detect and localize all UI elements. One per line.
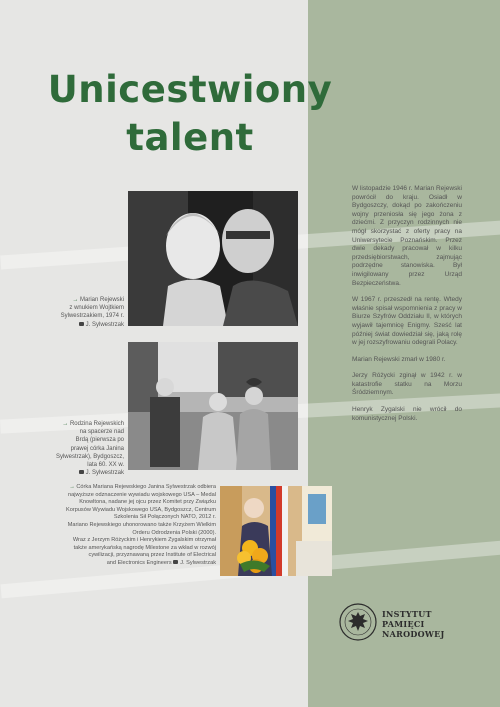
page-title: Unicestwiony talent xyxy=(47,68,333,159)
camera-icon xyxy=(79,322,84,326)
photo-caption-1: → Marian Rejewski z wnukiem Wojtkiem Sylwestrzakiem, 1974 r. J. Sylwestrzak xyxy=(60,297,124,328)
body-text xyxy=(352,185,462,431)
paragraph: Jerzy Różycki zginął w 1942 r. w katastrofie statku na Morzu Śródziemnym. xyxy=(352,372,462,397)
paragraph: Henryk Zygalski nie wrócił do komunistycznej Polski. xyxy=(352,406,462,422)
camera-icon xyxy=(79,470,84,474)
photo-caption-2: → Rodzina Rejewskich na spacerze nad Brdą (pierwsza po prawej córka Janina Sylwestrzak), Bydgoszcz, lata 60. XX w. J. Sylwestrzak xyxy=(55,421,124,477)
ipn-logo-text: INSTYTUT PAMIĘCI NARODOWEJ xyxy=(382,609,445,639)
photo-caption-3: → Córka Mariana Rejewskiego Janina Sylwestrzak odbiera najwyższe odznaczenie wywiadu wojskowego USA – Medal Knowltona, nadane jej ojcu przez Komitet przy Związku Korpusów Wywiadu Wojskowego USA, Bydgoszcz, Centrum Szkolenia Sił Połączonych NATO, 2012 r. Mariano Rejewskiego uhonorowano także Krzyżem Wielkim Orderu Odrodzenia Polski (2000). Wraz z Jerzym Różyckim i Henrykiem Zygalskim otrzymał także amerykańską nagrodę Milestone za wkład w rozwój cywilizacji, przyznawaną przez Institute of Electrical and Electronics Engineers J. Sylwestrzak xyxy=(65,484,216,566)
paragraph: Marian Rejewski zmarł w 1980 r. xyxy=(352,355,446,363)
paragraph: W listopadzie 1946 r. Marian Rejewski powrócił do kraju. Osiadł w Bydgoszczy, dokąd po zakończeniu wojny przeniosła się jego żona z dziećmi. Z przyczyn rodzinnych nie mógł skorzystać z oferty pracy na Uniwersytecie Poznańskim. Przez dwie dekady pracował w kilku przedsiębiorstwach, zajmując podrzędne stanowiska. Był inwigilowany przez Urząd Bezpieczeństwa. xyxy=(352,185,462,287)
photo-rejewski-grandson xyxy=(128,191,298,326)
photo-family-walk xyxy=(128,342,298,470)
photo-knowlton-medal xyxy=(220,486,332,576)
arrow-right-icon: → xyxy=(62,421,69,427)
paragraph: W 1967 r. przeszedł na rentę. Wtedy właśnie spisał wspomnienia z pracy w Biurze Szyfrów Oddziału II, w których wyjawił tajemnicę Enigmy. Sześć lat później świat dowiedział się, jaką rolę w jej rozszyfrowaniu odegrali Polacy. xyxy=(352,296,462,347)
camera-icon xyxy=(173,560,178,564)
ipn-eagle-logo-icon xyxy=(339,603,377,646)
arrow-right-icon: → xyxy=(72,297,79,303)
arrow-right-icon: → xyxy=(69,484,75,490)
